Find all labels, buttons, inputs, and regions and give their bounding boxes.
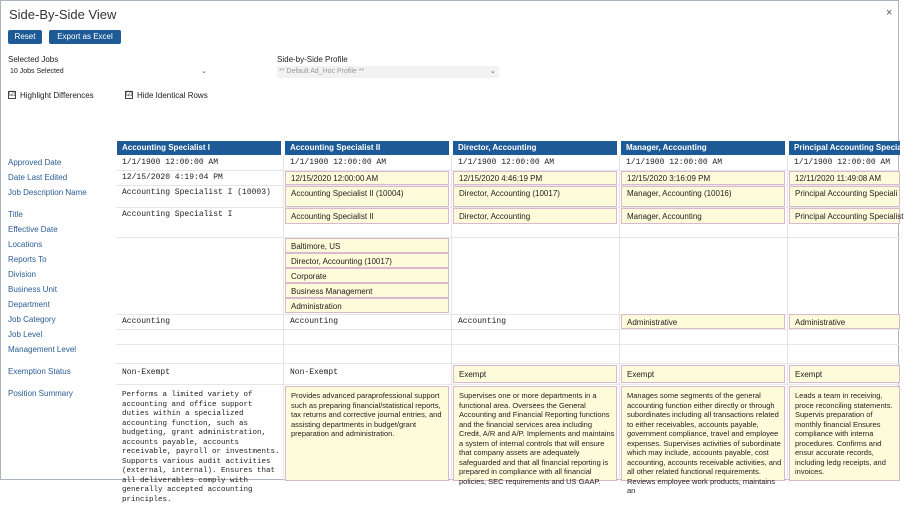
cell-job-description-name: Director, Accounting (10017) xyxy=(453,186,617,207)
cell-job-category: Accounting xyxy=(122,317,171,326)
row-divider xyxy=(116,329,900,330)
row-label-job-level: Job Level xyxy=(8,330,43,339)
row-divider xyxy=(116,344,900,345)
hide-identical-rows-checkbox[interactable]: ☑ xyxy=(126,91,133,98)
cell-date-last-edited: 12/11/2020 11:49:08 AM xyxy=(789,171,900,185)
cell-department: Administration xyxy=(285,298,449,313)
row-label-department: Department xyxy=(8,300,50,309)
row-label-effective-date: Effective Date xyxy=(8,225,58,234)
chevron-down-icon: ⌄ xyxy=(490,68,496,75)
cell-date-last-edited: 12/15/2020 3:16:09 PM xyxy=(621,171,785,185)
selected-jobs-label: Selected Jobs xyxy=(8,55,59,64)
selected-jobs-value: 10 Jobs Selected xyxy=(10,68,64,75)
cell-job-description-name: Accounting Specialist II (10004) xyxy=(285,186,449,207)
cell-job-category: Administrative xyxy=(789,314,900,329)
cell-title: Accounting Specialist II xyxy=(285,208,449,224)
column-divider xyxy=(283,155,284,481)
row-divider xyxy=(116,237,900,238)
row-label-division: Division xyxy=(8,270,37,279)
cell-approved-date: 1/1/1900 12:00:00 AM xyxy=(290,158,387,167)
cell-exemption-status: Non-Exempt xyxy=(290,368,339,377)
row-label-exemption-status: Exemption Status xyxy=(8,367,71,376)
cell-title: Director, Accounting xyxy=(453,208,617,224)
row-label-job-category: Job Category xyxy=(8,315,56,324)
row-divider xyxy=(116,384,900,385)
cell-job-description-name: Principal Accounting Speciali xyxy=(789,186,900,207)
cell-position-summary: Manages some segments of the general accounting function either directly or through subordinates including all transactions related to either receivables, accounts payable, government compliance, travel and employee expenses. Supervises activities of subordinate which may include, accounts payable, cost accounting, accounts receivable activities, and all other related functional requirements. Reviews employee work products, maintains an xyxy=(621,386,785,481)
cell-date-last-edited: 12/15/2020 4:46:19 PM xyxy=(453,171,617,185)
cell-approved-date: 1/1/1900 12:00:00 AM xyxy=(122,158,219,167)
row-label-date-last-edited: Date Last Edited xyxy=(8,173,68,182)
row-label-approved-date: Approved Date xyxy=(8,158,62,167)
row-label-reports-to: Reports To xyxy=(8,255,47,264)
cell-title: Manager, Accounting xyxy=(621,208,785,224)
row-label-job-description-name: Job Description Name xyxy=(8,188,87,197)
close-icon[interactable]: × xyxy=(886,7,893,19)
cell-reports-to: Director, Accounting (10017) xyxy=(285,253,449,268)
profile-dropdown[interactable] xyxy=(277,66,499,78)
chevron-down-icon: ⌄ xyxy=(201,68,207,75)
column-header[interactable]: Accounting Specialist II xyxy=(285,141,449,155)
profile-label: Side-by-Side Profile xyxy=(277,55,348,64)
dialog-title: Side-By-Side View xyxy=(9,7,117,22)
row-label-position-summary: Position Summary xyxy=(8,389,73,398)
cell-job-description-name: Accounting Specialist I (10003) xyxy=(122,188,271,197)
row-label-locations: Locations xyxy=(8,240,43,249)
column-divider xyxy=(787,155,788,481)
export-excel-button[interactable]: Export as Excel xyxy=(49,30,121,44)
selected-jobs-dropdown[interactable] xyxy=(8,67,212,78)
cell-position-summary: Provides advanced paraprofessional support such as preparing financial/statistical reports, tax returns and corrective journal entries, and assisting departments in budget/grant preparation and administration. xyxy=(285,386,449,481)
cell-approved-date: 1/1/1900 12:00:00 AM xyxy=(626,158,723,167)
cell-exemption-status: Non-Exempt xyxy=(122,368,171,377)
column-header[interactable]: Principal Accounting Speciali xyxy=(789,141,900,155)
reset-button[interactable]: Reset xyxy=(8,30,42,44)
column-header[interactable]: Manager, Accounting xyxy=(621,141,785,155)
profile-value: ** Default Ad_Hoc Profile ** xyxy=(279,68,365,75)
row-label-business-unit: Business Unit xyxy=(8,285,57,294)
highlight-differences-checkbox[interactable]: ☑ xyxy=(9,91,16,98)
cell-date-last-edited: 12/15/2020 4:19:04 PM xyxy=(122,173,223,182)
row-label-title: Title xyxy=(8,210,23,219)
column-header[interactable]: Director, Accounting xyxy=(453,141,617,155)
cell-job-category: Accounting xyxy=(290,317,339,326)
cell-position-summary: Performs a limited variety of accounting and office support duties within a specialized accounting function, such as budgeting, grant administration, accounts payable, accounts receivable, payroll or investments. Supports various audit activities (external, internal). Ensures that all deliverables comply with generally accepted accounting principles. xyxy=(122,391,280,504)
cell-exemption-status: Exempt xyxy=(453,365,617,383)
cell-division: Corporate xyxy=(285,268,449,283)
column-divider xyxy=(451,155,452,481)
cell-approved-date: 1/1/1900 12:00:00 AM xyxy=(458,158,555,167)
cell-title: Accounting Specialist I xyxy=(122,210,233,219)
cell-date-last-edited: 12/15/2020 12:00:00 AM xyxy=(285,171,449,185)
cell-job-category: Administrative xyxy=(621,314,785,329)
column-divider xyxy=(619,155,620,481)
highlight-differences-label: Highlight Differences xyxy=(20,91,94,100)
cell-approved-date: 1/1/1900 12:00:00 AM xyxy=(794,158,891,167)
cell-position-summary: Leads a team in receiving, proce reconciling statements. Supervis preparation of monthly financial Ensures compliance with interna procedures. Confirms and ensur accurate records, including ledg receipts, and invoices. xyxy=(789,386,900,481)
hide-identical-rows-label: Hide Identical Rows xyxy=(137,91,208,100)
column-header[interactable]: Accounting Specialist I xyxy=(117,141,281,155)
row-divider xyxy=(116,363,900,364)
cell-exemption-status: Exempt xyxy=(789,365,900,383)
cell-locations: Baltimore, US xyxy=(285,238,449,253)
cell-job-description-name: Manager, Accounting (10016) xyxy=(621,186,785,207)
cell-position-summary: Supervises one or more departments in a functional area. Oversees the General Accounting and Financial Reporting functions and the financial services area including Credit, A/R and A/P. Implements and maintains a system of internal controls that will ensure that company assets are adequately safeguarded and that all financial reporting is prepared in compliance with all financial policies, SEC requirements and US GAAP. xyxy=(453,386,617,481)
cell-exemption-status: Exempt xyxy=(621,365,785,383)
cell-job-category: Accounting xyxy=(458,317,507,326)
cell-business-unit: Business Management xyxy=(285,283,449,298)
cell-title: Principal Accounting Specialist xyxy=(789,208,900,224)
row-label-management-level: Management Level xyxy=(8,345,77,354)
